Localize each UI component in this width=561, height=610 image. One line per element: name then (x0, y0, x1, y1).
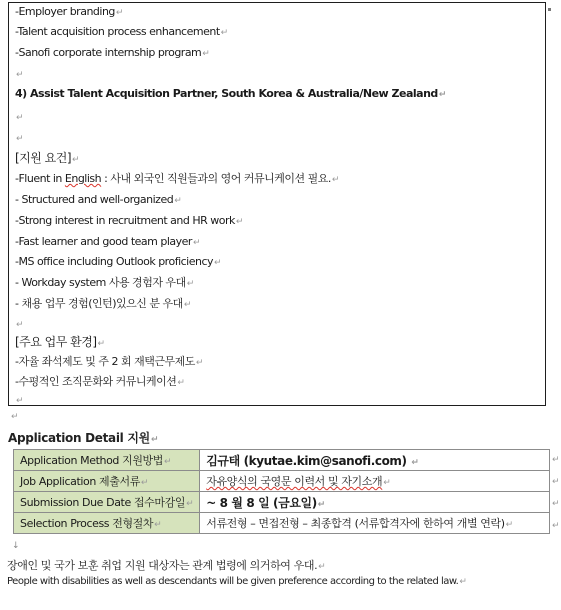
table-label-cell: Application Method 지원방법↵ (14, 450, 200, 471)
application-detail-table (13, 449, 550, 534)
table-label-cell: Job Application 제출서류↵ (14, 471, 200, 492)
table-label-cell: Selection Process 전형절차↵ (14, 513, 200, 534)
text-line: -자율 좌석제도 및 주 2 회 재택근무제도↵ (15, 355, 203, 368)
footer-note-english: People with disabilities as well as descendants will be given preference according to the related law.↵ (7, 576, 467, 587)
paragraph-mark: ↵ (11, 412, 19, 422)
row-end-mark: ↵ (552, 499, 560, 509)
job-description-box (8, 2, 546, 406)
table-row (14, 471, 550, 492)
empty-line: ↵ (16, 320, 24, 330)
row-end-mark: ↵ (552, 477, 560, 487)
table-row (14, 492, 550, 513)
requirements-heading: [지원 요건]↵ (15, 151, 80, 165)
empty-line: ↵ (16, 113, 24, 123)
footer-note-korean: 장애인 및 국가 보훈 취업 지원 대상자는 관계 법령에 의거하여 우대.↵ (7, 559, 326, 572)
table-value-cell: 자유양식의 국영문 이력서 및 자기소개↵ (200, 471, 550, 492)
text-line: -Employer branding↵ (15, 5, 123, 18)
section-title: Application Detail 지원↵ (8, 431, 159, 445)
text-line: - 채용 업무 경험(인턴)있으신 분 우대↵ (15, 297, 191, 310)
table-value-cell: ~ 8 월 8 일 (금요일)↵ (200, 492, 550, 513)
text-line: -Strong interest in recruitment and HR work↵ (15, 214, 243, 227)
text-line: -Talent acquisition process enhancement↵ (15, 25, 228, 38)
table-value-cell: 김규태 (kyutae.kim@sanofi.com) ↵ (200, 450, 550, 471)
table-row (14, 450, 550, 471)
row-end-mark: ↵ (552, 455, 560, 465)
text-boundary-marker (548, 8, 551, 11)
text-line: -Fluent in English : 사내 외국인 직원들과의 영어 커뮤니케이션 필요.↵ (15, 172, 339, 185)
empty-line: ↵ (16, 134, 24, 144)
row-end-mark: ↵ (552, 521, 560, 531)
table-label-cell: Submission Due Date 접수마감일↵ (14, 492, 200, 513)
table-row (14, 513, 550, 534)
down-arrow-icon: ↓ (12, 541, 20, 551)
table-value-cell: 서류전형 – 면접전형 – 최종합격 (서류합격자에 한하여 개별 연락)↵ (200, 513, 550, 534)
role-heading: 4) Assist Talent Acquisition Partner, South Korea & Australia/New Zealand↵ (15, 87, 446, 100)
text-line: -수평적인 조직문화와 커뮤니케이션↵ (15, 375, 185, 388)
work-environment-heading: [주요 업무 환경]↵ (15, 335, 105, 349)
text-line: -MS office including Outlook proficiency↵ (15, 255, 222, 268)
text-line: - Structured and well-organized↵ (15, 193, 182, 206)
text-line: -Sanofi corporate internship program↵ (15, 46, 210, 59)
text-line: - Workday system 사용 경험자 우대↵ (15, 276, 194, 289)
empty-line: ↵ (16, 396, 24, 406)
empty-line: ↵ (16, 70, 24, 80)
text-line: -Fast learner and good team player↵ (15, 235, 200, 248)
